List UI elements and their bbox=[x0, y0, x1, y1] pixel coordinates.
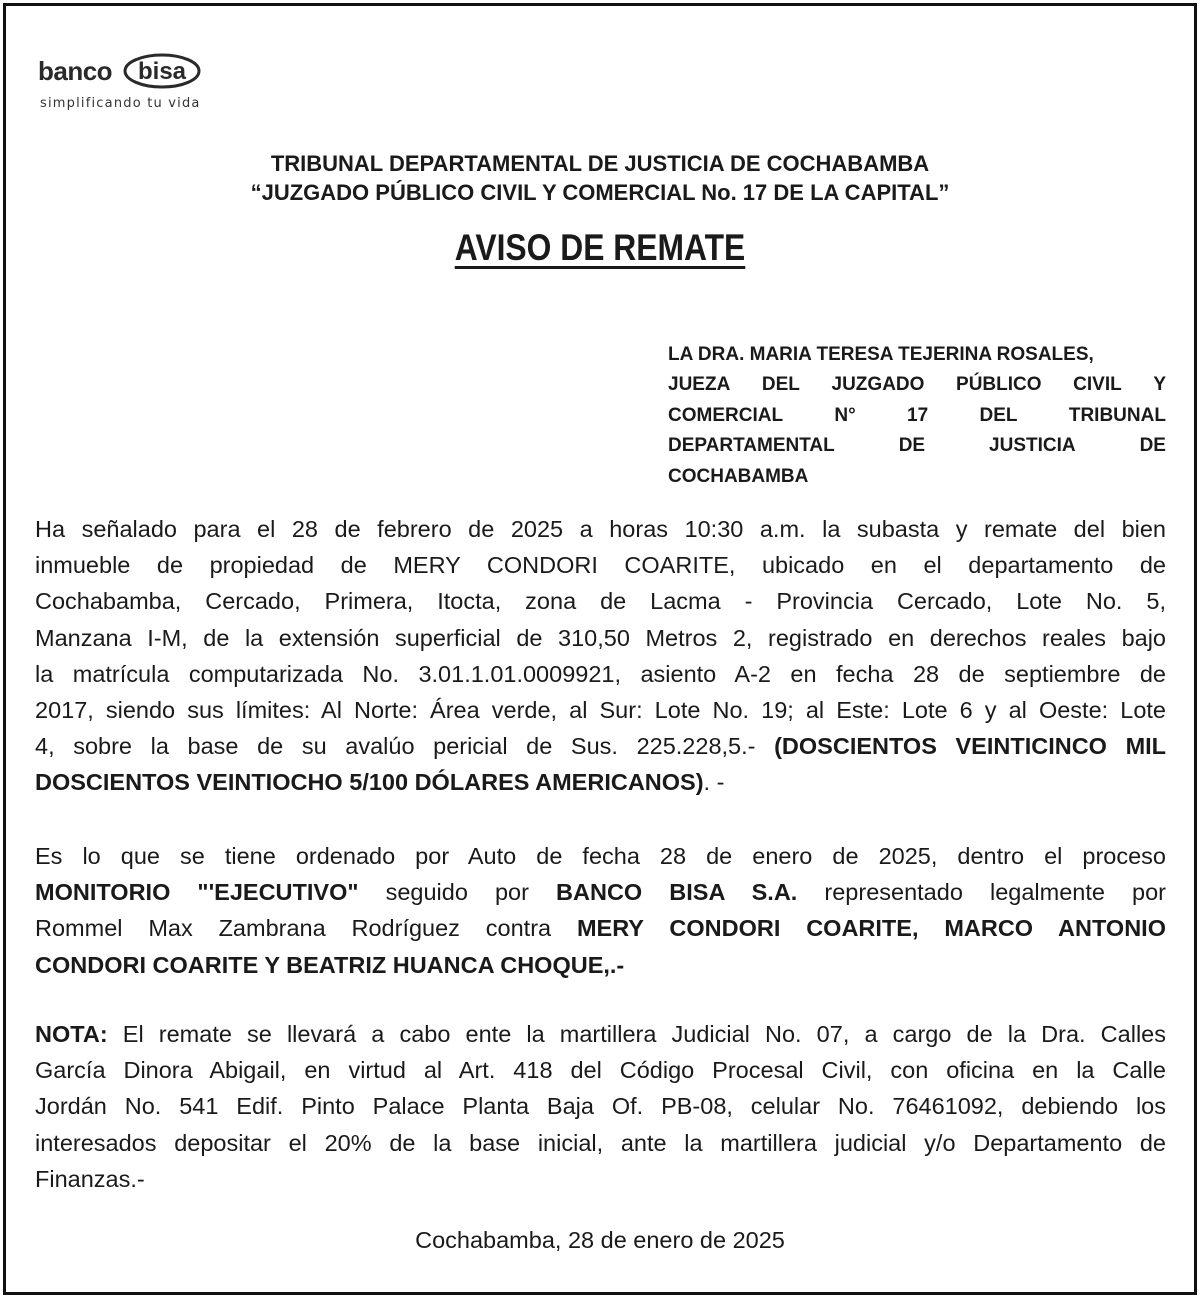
paragraph-line bbox=[35, 764, 1166, 800]
judge-line bbox=[668, 401, 1166, 431]
paragraph-line: García Dinora Abigail, en virtud al Art. 418 del Código Procesal Civil, con oficina en la Calle bbox=[35, 1057, 1166, 1084]
notice-title: AVISO DE REMATE bbox=[454, 227, 746, 268]
court-division: “JUZGADO PÚBLICO CIVIL Y COMERCIAL No. 17 DE LA CAPITAL” bbox=[250, 180, 950, 205]
court-name: TRIBUNAL DEPARTAMENTAL DE JUSTICIA DE COCHABAMBA bbox=[270, 151, 930, 176]
text-fragment: seguido por bbox=[385, 879, 529, 906]
paragraph-line: 2017, siendo sus límites: Al Norte: Área verde, al Sur: Lote No. 19; al Este: Lote 6 y al Oeste: Lote bbox=[35, 697, 1166, 724]
judge-line bbox=[668, 431, 1166, 461]
judge-word: JUZGADO bbox=[831, 374, 925, 396]
paragraph-line bbox=[35, 1016, 1166, 1052]
paragraph-line bbox=[35, 874, 1166, 910]
paragraph-line bbox=[35, 910, 1166, 946]
judge-word: JUSTICIA bbox=[989, 435, 1076, 457]
paragraph-line: interesados depositar el 20% de la base inicial, ante la martillera judicial y/o Departamento de bbox=[35, 1129, 1166, 1156]
paragraph-line: Finanzas.- bbox=[35, 1165, 145, 1192]
auction-details-paragraph bbox=[35, 511, 1166, 801]
judge-word: PÚBLICO bbox=[956, 374, 1042, 396]
paragraph-line: Es lo que se tiene ordenado por Auto de fecha 28 de enero de 2025, dentro el proceso bbox=[35, 843, 1166, 869]
logo-bisa-mark bbox=[122, 52, 202, 90]
note-paragraph bbox=[35, 1016, 1166, 1197]
svg-text:bisa: bisa bbox=[137, 58, 187, 85]
paragraph-line: Jordán No. 541 Edif. Pinto Palace Planta Baja Of. PB-08, celular No. 76461092, debiendo los bbox=[35, 1093, 1166, 1120]
judge-line bbox=[668, 340, 1166, 370]
judge-word: DEL bbox=[761, 374, 800, 396]
judge-word: TRIBUNAL bbox=[1068, 404, 1166, 426]
process-type: MONITORIO "'EJECUTIVO" bbox=[35, 879, 359, 906]
judge-word: LA DRA. MARIA TERESA TEJERINA ROSALES, bbox=[668, 344, 1094, 365]
paragraph-line: Cochabamba, Cercado, Primera, Itocta, zona de Lacma - Provincia Cercado, Lote No. 5, bbox=[35, 588, 1166, 615]
logo-brand-prefix: banco bbox=[38, 56, 113, 86]
judge-word: DEL bbox=[979, 404, 1018, 426]
text-fragment: Rommel Max Zambrana Rodríguez contra bbox=[35, 915, 552, 942]
judge-word: DE bbox=[1139, 435, 1166, 457]
paragraph-line: la matrícula computarizada No. 3.01.1.01.0009921, asiento A-2 en fecha 28 de septiembre de bbox=[35, 660, 1166, 687]
judge-block bbox=[668, 340, 1166, 492]
process-paragraph bbox=[35, 838, 1166, 983]
judge-word: N° bbox=[834, 404, 856, 426]
amount-in-words: (DOSCIENTOS VEINTICINCO MIL bbox=[774, 733, 1167, 760]
plaintiff-name: BANCO BISA S.A. bbox=[556, 879, 798, 906]
judge-line bbox=[668, 370, 1166, 400]
issue-date: Cochabamba, 28 de enero de 2025 bbox=[415, 1227, 785, 1253]
note-label: NOTA: bbox=[35, 1021, 108, 1047]
paragraph-line: inmueble de propiedad de MERY CONDORI COARITE, ubicado en el departamento de bbox=[35, 552, 1166, 579]
judge-word: DEPARTAMENTAL bbox=[668, 435, 835, 457]
judge-word: COCHABAMBA bbox=[668, 465, 809, 487]
text-fragment: representado legalmente por bbox=[824, 879, 1166, 906]
defendants-names-cont: CONDORI COARITE Y BEATRIZ HUANCA CHOQUE,.- bbox=[35, 951, 625, 978]
judge-line bbox=[668, 462, 1166, 492]
logo-tagline: simplificando tu vida bbox=[40, 96, 201, 111]
paragraph-line bbox=[35, 947, 1166, 983]
judge-word: Y bbox=[1153, 374, 1166, 396]
judge-word: CIVIL bbox=[1073, 374, 1122, 396]
text-fragment: El remate se llevará a cabo ente la martillera Judicial No. 07, a cargo de la Dra. Calles bbox=[122, 1021, 1166, 1047]
base-value-text: 4, sobre la base de su avalúo pericial de Sus. 225.228,5.- bbox=[35, 733, 756, 760]
paragraph-line: Manzana I-M, de la extensión superficial de 310,50 Metros 2, registrado en derechos reales bajo bbox=[35, 624, 1166, 651]
judge-word: COMERCIAL bbox=[668, 404, 784, 426]
paragraph-line: Ha señalado para el 28 de febrero de 2025 a horas 10:30 a.m. la subasta y remate del bien bbox=[35, 516, 1166, 542]
paragraph-line bbox=[35, 728, 1166, 764]
judge-word: DE bbox=[898, 435, 926, 457]
amount-in-words-cont: DOSCIENTOS VEINTIOCHO 5/100 DÓLARES AMERICANOS) bbox=[35, 769, 704, 796]
judge-word: 17 bbox=[907, 404, 929, 426]
judge-word: JUEZA bbox=[668, 374, 731, 396]
banco-bisa-logo bbox=[38, 50, 238, 120]
paragraph-end-mark: . - bbox=[703, 769, 725, 796]
defendants-names: MERY CONDORI COARITE, MARCO ANTONIO bbox=[576, 915, 1166, 942]
